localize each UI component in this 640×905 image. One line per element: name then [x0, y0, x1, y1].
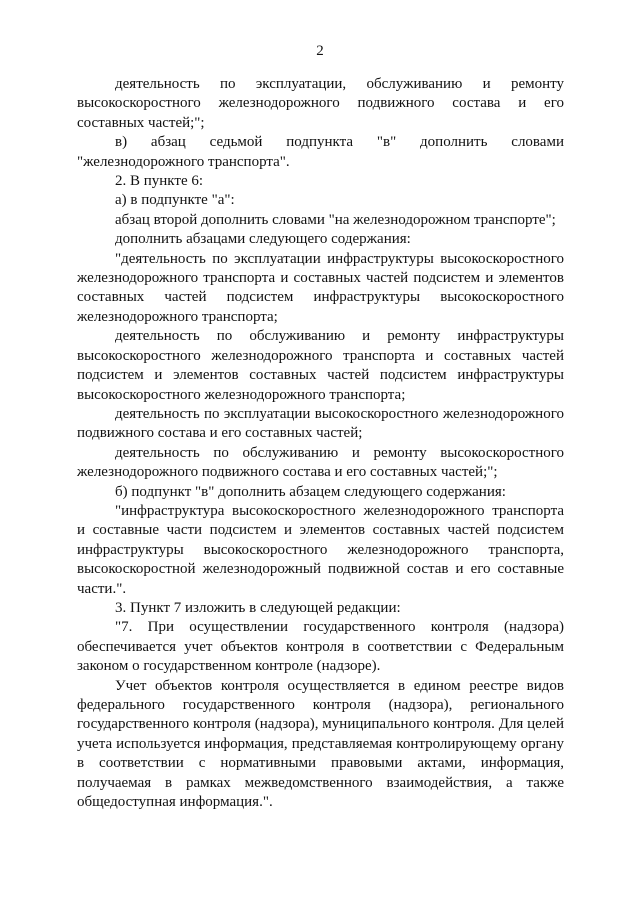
paragraph-4: а) в подпункте "а": [115, 192, 235, 209]
page-number: 2 [316, 43, 324, 59]
paragraph-9: деятельность по эксплуатации высокоскоростного железнодорожного подвижного состава и его составных частей; [77, 405, 564, 442]
paragraph-1: деятельность по эксплуатации, обслуживанию и ремонту высокоскоростного железнодорожного подвижного состава и его составных частей;"; [77, 76, 564, 131]
paragraph-12: "инфраструктура высокоскоростного железнодорожного транспорта и составные части подсистем и элементов составных частей подсистем инфраструктуры высокоскоростного железнодорожного транспорта, высокоскоростной железнодорожный подвижной состав и его составные части.". [77, 502, 564, 597]
paragraph-7: "деятельность по эксплуатации инфраструктуры высокоскоростного железнодорожного транспорта и составных частей подсистем и элементов составных частей подсистем инфраструктуры высокоскоростного железнодорожного транспорта; [77, 250, 564, 325]
document-body [77, 75, 564, 812]
paragraph-14: "7. При осуществлении государственного контроля (надзора) обеспечивается учет объектов контроля в соответствии с Федеральным законом о государственном контроле (надзоре). [77, 619, 564, 675]
paragraph-6: дополнить абзацами следующего содержания: [115, 231, 411, 248]
paragraph-2: в) абзац седьмой подпункта "в" дополнить словами "железнодорожного транспорта". [77, 134, 564, 170]
paragraph-8: деятельность по обслуживанию и ремонту инфраструктуры высокоскоростного железнодорожного транспорта и составных частей подсистем и элементов составных частей подсистем инфраструктуры высокоскоростного железнодорожного транспорта; [77, 328, 564, 403]
paragraph-10: деятельность по обслуживанию и ремонту высокоскоростного железнодорожного подвижного состава и его составных частей;"; [77, 444, 564, 481]
paragraph-11: б) подпункт "в" дополнить абзацем следующего содержания: [115, 483, 506, 500]
paragraph-5: абзац второй дополнить словами "на железнодорожном транспорте"; [115, 211, 556, 228]
paragraph-15: Учет объектов контроля осуществляется в едином реестре видов федерального государственного контроля (надзора), регионального государственного контроля (надзора), муниципального контроля. Для целей учета используется информация, представляемая контролирующему органу в соответствии с нормативными правовыми актами, информация, получаемая в рамках межведомственного взаимодействия, а также общедоступная информация.". [77, 677, 564, 811]
paragraph-13: 3. Пункт 7 изложить в следующей редакции: [115, 599, 401, 616]
paragraph-3: 2. В пункте 6: [115, 173, 204, 190]
